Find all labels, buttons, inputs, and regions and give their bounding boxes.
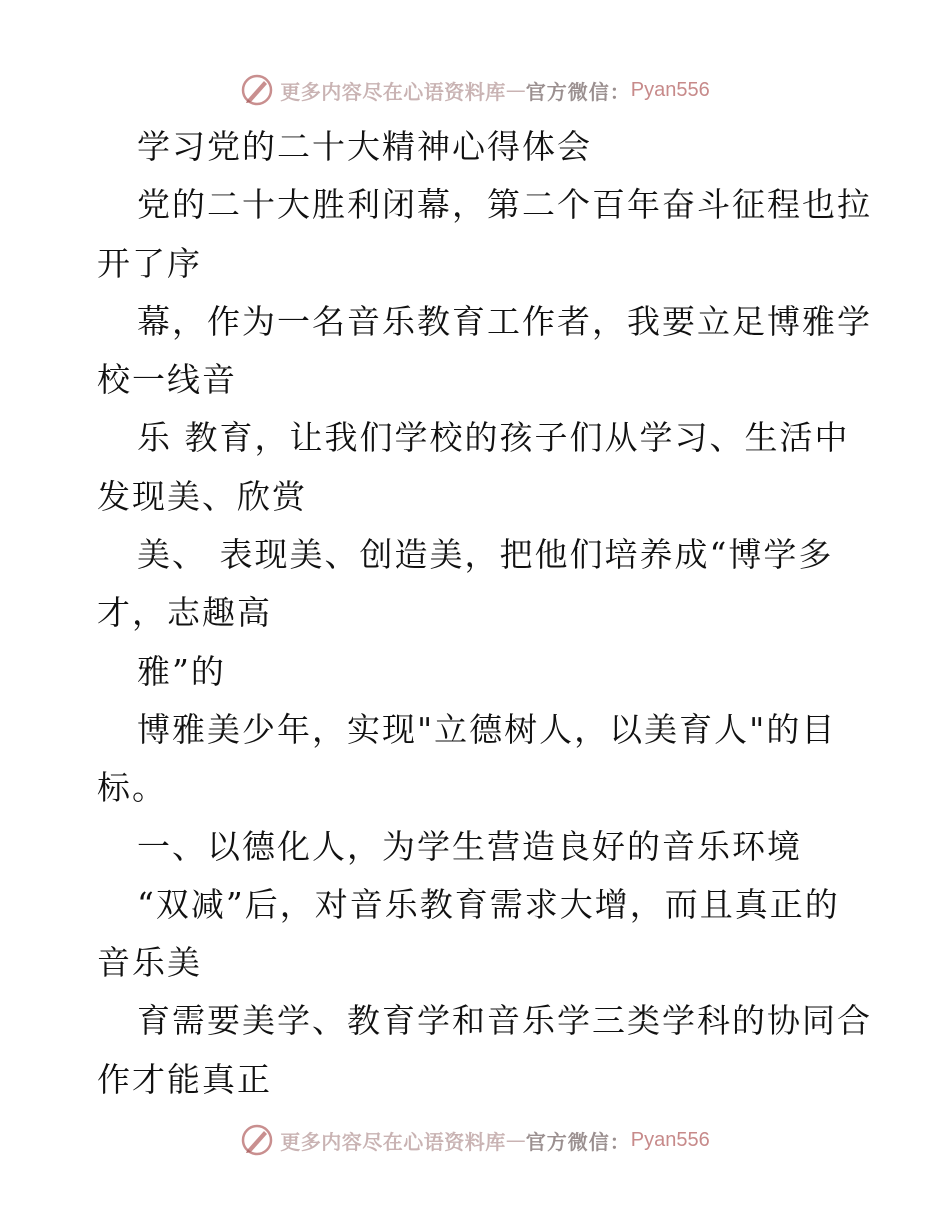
watermark-text: 更多内容尽在心语资料库 — [280, 1129, 506, 1154]
text-line: 雅”的 — [137, 651, 226, 691]
watermark-separator: — — [505, 78, 526, 102]
text-line: “双减”后，对音乐教育需求大增，而且真正的 — [137, 884, 840, 924]
text-line: 党的二十大胜利闭幕，第二个百年奋斗征程也拉 — [137, 185, 872, 225]
text-line: 发现美、欣赏 — [97, 476, 307, 516]
text-line: 音乐美 — [97, 943, 202, 983]
document-body — [97, 118, 872, 1109]
text-line: 博雅美少年，实现"立德树人，以美育人"的目 — [137, 709, 837, 749]
pen-logo-icon — [240, 73, 274, 107]
watermark-banner-top — [0, 70, 950, 110]
text-line: 作才能真正 — [97, 1059, 272, 1099]
text-line: 学习党的二十大精神心得体会 — [137, 127, 592, 166]
watermark-wechat-label: 官方微信： — [525, 79, 631, 104]
text-line: 标。 — [97, 768, 167, 808]
text-line: 幕，作为一名音乐教育工作者，我要立足博雅学 — [137, 301, 872, 341]
watermark-banner-bottom — [0, 1120, 950, 1160]
watermark-separator: — — [505, 1128, 526, 1152]
watermark-wechat-id: Pyan556 — [630, 1128, 710, 1151]
text-line: 才，志趣高 — [97, 593, 272, 633]
watermark-text: 更多内容尽在心语资料库 — [280, 79, 506, 104]
text-line: 一、以德化人，为学生营造良好的音乐环境 — [137, 826, 802, 866]
text-line: 开了序 — [97, 243, 202, 283]
text-line: 美、 表现美、创造美，把他们培养成“博学多 — [137, 535, 834, 575]
pen-logo-icon — [240, 1123, 274, 1157]
watermark-wechat-label: 官方微信： — [525, 1129, 631, 1154]
text-line: 乐 教育，让我们学校的孩子们从学习、生活中 — [137, 418, 850, 458]
watermark-wechat-id: Pyan556 — [630, 78, 710, 101]
text-line: 育需要美学、教育学和音乐学三类学科的协同合 — [137, 1001, 872, 1041]
text-line: 校一线音 — [97, 360, 237, 400]
